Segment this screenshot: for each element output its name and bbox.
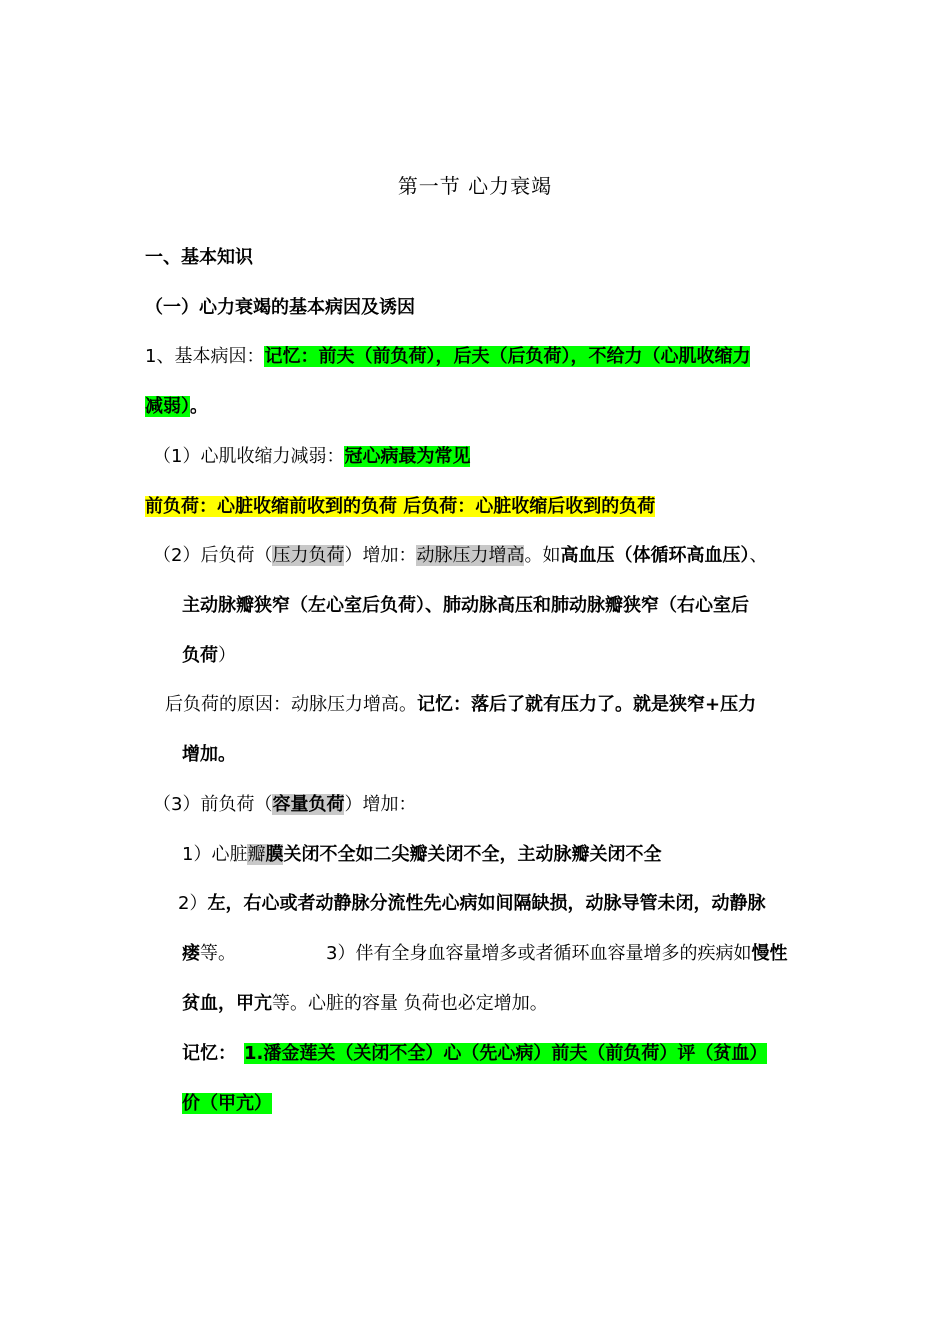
bold-text: 左，右心或者动静脉分流性先心病如间隔缺损，动脉导管未闭，动静脉 [207,893,766,914]
memo-highlight: 记忆：前夫（前负荷），后夫（后负荷），不给力（心肌收缩力 [264,346,751,367]
paragraph-shunt [178,891,765,917]
paragraph-load-definitions [145,494,655,520]
memo-highlight: 减弱） [145,396,190,417]
paragraph-text: 等。心脏的容量 负荷也必定增加。 [272,993,548,1014]
paragraph-text: 1）心脏 [182,844,248,865]
paragraph-text: ） [218,645,236,666]
paragraph-text: （3）前负荷（ [153,794,273,815]
paragraph-afterload [153,543,767,569]
paragraph-memo-cont [182,1091,272,1117]
paragraph-text: 、 [749,545,768,566]
gray-highlight: 瓣 [247,844,266,865]
gray-highlight: 膜 [265,844,284,865]
gray-highlight: 容量负荷 [272,794,345,815]
paragraph-afterload-cont2 [182,643,236,669]
paragraph-text: ）增加： [344,545,417,566]
bold-text: 高血压（体循环高血压） [560,545,750,566]
paragraph-text: 1、基本病因： [145,346,265,367]
yellow-highlight: 前负荷：心脏收缩前收到的负荷 后负荷：心脏收缩后收到的负荷 [145,496,656,517]
paragraph-preload [153,792,416,818]
bold-text: 记忆：落后了就有压力了。就是狭窄+压力 [417,694,757,715]
bold-text: 记忆： [182,1043,236,1064]
paragraph-text: 后负荷的原因：动脉压力增高。 [165,694,417,715]
bold-text: 关闭不全如二尖瓣关闭不全，主动脉瓣关闭不全 [283,844,662,865]
paragraph-text: 2） [178,893,208,914]
gray-highlight: 动脉压力增高 [416,545,525,566]
page-title: 第一节 心力衰竭 [397,174,553,198]
memo-highlight: 价（甲亢） [182,1093,272,1114]
paragraph-contractility [153,444,470,470]
paragraph-shunt-cont [182,941,787,967]
paragraph-text: 等。 [200,943,236,964]
memo-highlight: 1.潘金莲关（关闭不全）心（先心病）前夫（前负荷）评（贫血） [244,1043,768,1064]
paragraph-text: 。 [190,396,208,417]
paragraph-valve [182,842,661,868]
paragraph-text: （2）后负荷（ [153,545,273,566]
paragraph-afterload-reason-cont: 增加。 [182,744,236,765]
bold-text: 负荷 [182,645,218,666]
paragraph-text: 。如 [524,545,561,566]
gray-highlight: 压力负荷 [272,545,345,566]
paragraph-afterload-reason [165,692,756,718]
bold-text: 瘘 [182,943,200,964]
paragraph-basic-cause-cont [145,394,208,420]
paragraph-afterload-cont: 主动脉瓣狭窄（左心室后负荷）、肺动脉高压和肺动脉瓣狭窄（右心室后 [182,595,749,616]
paragraph-memo [182,1041,767,1067]
section-heading: 一、基本知识 [145,247,253,268]
paragraph-text: ）增加： [344,794,417,815]
subsection-heading: （一）心力衰竭的基本病因及诱因 [145,297,415,318]
bold-text: 慢性 [751,943,788,964]
paragraph-shunt-cont2 [182,991,548,1017]
memo-highlight: 冠心病最为常见 [344,446,471,467]
bold-text: 贫血，甲亢 [182,993,272,1014]
paragraph-text: （1）心肌收缩力减弱： [153,446,345,467]
paragraph-text: 3）伴有全身血容量增多或者循环血容量增多的疾病如 [326,943,752,964]
paragraph-basic-cause [145,344,750,370]
